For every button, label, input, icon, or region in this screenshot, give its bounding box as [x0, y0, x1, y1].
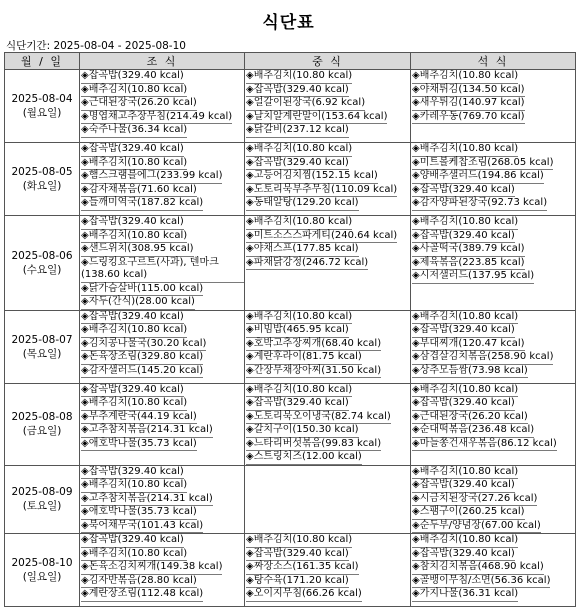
lunch-menu-item: ◈배추김치(10.80 kcal) — [246, 70, 352, 84]
lunch-cell — [245, 70, 411, 143]
dinner-cell — [411, 143, 576, 216]
breakfast-menu-item: ◈배추김치(10.80 kcal) — [81, 230, 187, 244]
day-row — [5, 465, 576, 534]
breakfast-menu-item: ◈김치콩나물국(30.20 kcal) — [81, 338, 206, 352]
day-weekday: (목요일) — [22, 347, 62, 360]
breakfast-cell — [80, 143, 245, 216]
lunch-cell — [245, 465, 411, 534]
dinner-menu-item: ◈새우튀김(140.97 kcal) — [412, 97, 525, 111]
lunch-menu-item: ◈호박고추장찌개(68.40 kcal) — [246, 338, 381, 352]
breakfast-menu-item: ◈고추참치볶음(214.31 kcal) — [81, 493, 213, 507]
day-date: 2025-08-05 — [11, 166, 73, 178]
lunch-menu-item: ◈잡곡밥(329.40 kcal) — [246, 397, 349, 411]
lunch-menu-item: ◈잡곡밥(329.40 kcal) — [246, 548, 349, 562]
dinner-menu-item: ◈골뱅이무침/소면(56.36 kcal) — [412, 575, 550, 589]
dinner-menu-item: ◈사골떡국(389.79 kcal) — [412, 243, 525, 257]
table-header-row — [5, 53, 576, 70]
lunch-menu-item: ◈미트소스스파게티(240.64 kcal) — [246, 230, 397, 244]
dinner-menu-item: ◈부대찌개(120.47 kcal) — [412, 338, 525, 352]
day-row — [5, 216, 576, 311]
day-date: 2025-08-10 — [11, 557, 73, 569]
breakfast-menu-item: ◈잡곡밥(329.40 kcal) — [81, 466, 184, 480]
dinner-menu-item: ◈감자양파된장국(92.73 kcal) — [412, 197, 547, 211]
breakfast-cell — [80, 216, 245, 311]
breakfast-cell — [80, 70, 245, 143]
day-weekday: (토요일) — [22, 500, 62, 513]
breakfast-menu-item: ◈햄스크램블에그(233.99 kcal) — [81, 170, 222, 184]
dinner-menu-item: ◈잡곡밥(329.40 kcal) — [412, 397, 515, 411]
lunch-menu-item: ◈오이지무침(66.26 kcal) — [246, 588, 362, 602]
day-row — [5, 383, 576, 465]
day-date: 2025-08-06 — [11, 249, 73, 262]
lunch-menu-item: ◈배추김치(10.80 kcal) — [246, 143, 352, 157]
day-weekday: (화요일) — [22, 180, 62, 192]
breakfast-menu-item: ◈배추김치(10.80 kcal) — [81, 397, 187, 411]
day-date-cell — [5, 465, 80, 534]
lunch-menu-item: ◈배추김치(10.80 kcal) — [246, 384, 352, 398]
dinner-menu-item: ◈배추김치(10.80 kcal) — [412, 70, 518, 84]
dinner-cell — [411, 216, 576, 311]
header-breakfast: 조 식 — [80, 53, 245, 70]
lunch-menu-item: ◈잡곡밥(329.40 kcal) — [246, 157, 349, 171]
breakfast-menu-item: ◈잡곡밥(329.40 kcal) — [81, 311, 184, 325]
day-weekday: (수요일) — [22, 263, 62, 276]
day-date-cell — [5, 216, 80, 311]
lunch-menu-item: ◈도토리묵부추무침(110.09 kcal) — [246, 184, 397, 198]
lunch-cell — [245, 310, 411, 383]
breakfast-menu-item: ◈잡곡밥(329.40 kcal) — [81, 216, 184, 230]
day-weekday: (일요일) — [22, 571, 62, 583]
lunch-menu-item: ◈스트링치즈(12.00 kcal) — [246, 451, 362, 465]
breakfast-menu-item: ◈닭가슴살바(115.00 kcal) — [81, 283, 203, 297]
page-title: 식단표 — [262, 13, 315, 33]
dinner-menu-item: ◈양배추샐러드(194.86 kcal) — [412, 170, 544, 184]
day-date: 2025-08-07 — [11, 333, 73, 346]
breakfast-menu-item: ◈배추김치(10.80 kcal) — [81, 324, 187, 338]
day-date-cell — [5, 534, 80, 607]
lunch-menu-item: ◈배추김치(10.80 kcal) — [246, 216, 352, 230]
lunch-menu-item: ◈간장무채장아찌(31.50 kcal) — [246, 365, 381, 379]
day-row — [5, 70, 576, 143]
lunch-cell — [245, 534, 411, 607]
dinner-cell — [411, 70, 576, 143]
breakfast-cell — [80, 310, 245, 383]
breakfast-menu-item: ◈돈육장조림(329.80 kcal) — [81, 351, 203, 365]
breakfast-menu-item: ◈명엽채고추장무침(214.49 kcal) — [81, 111, 232, 125]
dinner-menu-item: ◈미트볼케찹조림(268.05 kcal) — [412, 157, 553, 171]
dinner-menu-item: ◈제육볶음(223.85 kcal) — [412, 257, 525, 271]
breakfast-menu-item: ◈애호박나물(35.73 kcal) — [81, 506, 197, 520]
lunch-menu-item: ◈날치알계란말이(153.64 kcal) — [246, 111, 387, 125]
menu-period: 식단기간: 2025-08-04 - 2025-08-10 — [6, 40, 186, 52]
dinner-menu-item: ◈배추김치(10.80 kcal) — [412, 534, 518, 548]
lunch-cell — [245, 143, 411, 216]
breakfast-menu-item: ◈감자채볶음(71.60 kcal) — [81, 184, 197, 198]
breakfast-menu-item: ◈김자반볶음(28.80 kcal) — [81, 575, 197, 589]
breakfast-menu-item: ◈부추계란국(44.19 kcal) — [81, 411, 197, 425]
dinner-menu-item: ◈배추김치(10.80 kcal) — [412, 466, 518, 480]
dinner-menu-item: ◈배추김치(10.80 kcal) — [412, 143, 518, 157]
day-row — [5, 310, 576, 383]
dinner-menu-item: ◈잡곡밥(329.40 kcal) — [412, 230, 515, 244]
breakfast-menu-item: ◈애호박나물(35.73 kcal) — [81, 438, 197, 452]
day-weekday: (금요일) — [22, 425, 62, 437]
lunch-menu-item: ◈계란후라이(81.75 kcal) — [246, 351, 362, 365]
breakfast-menu-item: ◈잡곡밥(329.40 kcal) — [81, 70, 184, 84]
dinner-menu-item: ◈참치김치볶음(468.90 kcal) — [412, 561, 544, 575]
header-date: 월 / 일 — [5, 53, 80, 70]
dinner-menu-item: ◈배추김치(10.80 kcal) — [412, 384, 518, 398]
breakfast-menu-item: ◈잡곡밥(329.40 kcal) — [81, 384, 184, 398]
lunch-menu-item: ◈잡곡밥(329.40 kcal) — [246, 84, 349, 98]
lunch-menu-item: ◈비빔밥(465.95 kcal) — [246, 324, 349, 338]
day-date-cell — [5, 143, 80, 216]
breakfast-menu-item: ◈배추김치(10.80 kcal) — [81, 479, 187, 493]
breakfast-menu-item: ◈잡곡밥(329.40 kcal) — [81, 143, 184, 157]
lunch-menu-item: ◈짜장소스(161.35 kcal) — [246, 561, 359, 575]
lunch-menu-item: ◈느타리버섯볶음(99.83 kcal) — [246, 438, 381, 452]
lunch-cell — [245, 383, 411, 465]
dinner-menu-item: ◈순두부/양념장(67.00 kcal) — [412, 520, 541, 534]
header-dinner: 석 식 — [411, 53, 576, 70]
lunch-menu-item: ◈도토리묵오이냉국(82.74 kcal) — [246, 411, 391, 425]
day-date-cell — [5, 310, 80, 383]
meal-plan-body — [5, 70, 576, 607]
day-date-cell — [5, 70, 80, 143]
breakfast-menu-item: ◈돈육소김치찌개(149.38 kcal) — [81, 561, 222, 575]
breakfast-menu-item: ◈배추김치(10.80 kcal) — [81, 84, 187, 98]
dinner-menu-item: ◈카레우동(769.70 kcal) — [412, 111, 525, 125]
breakfast-menu-item: ◈자두(간식)(28.00 kcal) — [81, 296, 195, 310]
day-date: 2025-08-08 — [11, 411, 73, 423]
dinner-menu-item: ◈잡곡밥(329.40 kcal) — [412, 184, 515, 198]
lunch-menu-item: ◈탕수육(171.20 kcal) — [246, 575, 349, 589]
day-row — [5, 534, 576, 607]
dinner-cell — [411, 383, 576, 465]
dinner-menu-item: ◈잡곡밥(329.40 kcal) — [412, 479, 515, 493]
breakfast-menu-item: ◈감자샐러드(145.20 kcal) — [81, 365, 203, 379]
breakfast-menu-item: ◈북어채무국(101.43 kcal) — [81, 520, 203, 534]
dinner-cell — [411, 465, 576, 534]
breakfast-menu-item: ◈숙주나물(36.34 kcal) — [81, 124, 187, 138]
breakfast-menu-item: ◈근대된장국(26.20 kcal) — [81, 97, 197, 111]
lunch-menu-item: ◈야채스프(177.85 kcal) — [246, 243, 359, 257]
header-lunch: 중 식 — [245, 53, 411, 70]
dinner-cell — [411, 310, 576, 383]
lunch-menu-item: ◈고등어김치찜(152.15 kcal) — [246, 170, 378, 184]
meal-plan-table — [4, 52, 576, 607]
breakfast-menu-item: ◈잡곡밥(329.40 kcal) — [81, 534, 184, 548]
breakfast-menu-item: ◈고추참치볶음(214.31 kcal) — [81, 424, 213, 438]
dinner-menu-item: ◈잡곡밥(329.40 kcal) — [412, 324, 515, 338]
dinner-menu-item: ◈순대떡볶음(236.48 kcal) — [412, 424, 534, 438]
lunch-cell — [245, 216, 411, 311]
dinner-menu-item: ◈스팸구이(260.25 kcal) — [412, 506, 525, 520]
dinner-menu-item: ◈야채튀김(134.50 kcal) — [412, 84, 525, 98]
dinner-menu-item: ◈잡곡밥(329.40 kcal) — [412, 548, 515, 562]
lunch-menu-item: ◈배추김치(10.80 kcal) — [246, 311, 352, 325]
dinner-menu-item: ◈근대된장국(26.20 kcal) — [412, 411, 528, 425]
lunch-menu-item: ◈동태알탕(129.20 kcal) — [246, 197, 359, 211]
dinner-menu-item: ◈마늘쫑건새우볶음(86.12 kcal) — [412, 438, 557, 452]
breakfast-menu-item: ◈들깨미역국(187.82 kcal) — [81, 197, 203, 211]
dinner-menu-item: ◈배추김치(10.80 kcal) — [412, 216, 518, 230]
lunch-menu-item: ◈얼갈이된장국(6.92 kcal) — [246, 97, 365, 111]
dinner-menu-item: ◈삼겹살김치볶음(258.90 kcal) — [412, 351, 553, 365]
dinner-menu-item: ◈상추모듬쌈(73.98 kcal) — [412, 365, 528, 379]
lunch-menu-item: ◈닭갈비(237.12 kcal) — [246, 124, 349, 138]
dinner-menu-item: ◈시저샐러드(137.95 kcal) — [412, 270, 534, 284]
lunch-menu-item: ◈배추김치(10.80 kcal) — [246, 534, 352, 548]
dinner-menu-item: ◈가지나물(36.31 kcal) — [412, 588, 518, 602]
breakfast-cell — [80, 383, 245, 465]
breakfast-menu-item: ◈샌드위치(308.95 kcal) — [81, 243, 194, 257]
dinner-menu-item: ◈시금치된장국(27.26 kcal) — [412, 493, 537, 507]
dinner-cell — [411, 534, 576, 607]
lunch-menu-item: ◈파채닭강정(246.72 kcal) — [246, 257, 368, 271]
day-date: 2025-08-04 — [11, 93, 73, 105]
day-row — [5, 143, 576, 216]
breakfast-cell — [80, 465, 245, 534]
day-weekday: (월요일) — [22, 107, 62, 119]
breakfast-cell — [80, 534, 245, 607]
lunch-menu-item: ◈갈치구이(150.30 kcal) — [246, 424, 359, 438]
day-date-cell — [5, 383, 80, 465]
breakfast-menu-item: ◈드링킹요구르트(사과), 덴마크(138.60 kcal) — [81, 257, 244, 283]
day-date: 2025-08-09 — [11, 486, 73, 499]
breakfast-menu-item: ◈배추김치(10.80 kcal) — [81, 157, 187, 171]
breakfast-menu-item: ◈배추김치(10.80 kcal) — [81, 548, 187, 562]
dinner-menu-item: ◈배추김치(10.80 kcal) — [412, 311, 518, 325]
breakfast-menu-item: ◈계란장조림(112.48 kcal) — [81, 588, 203, 602]
